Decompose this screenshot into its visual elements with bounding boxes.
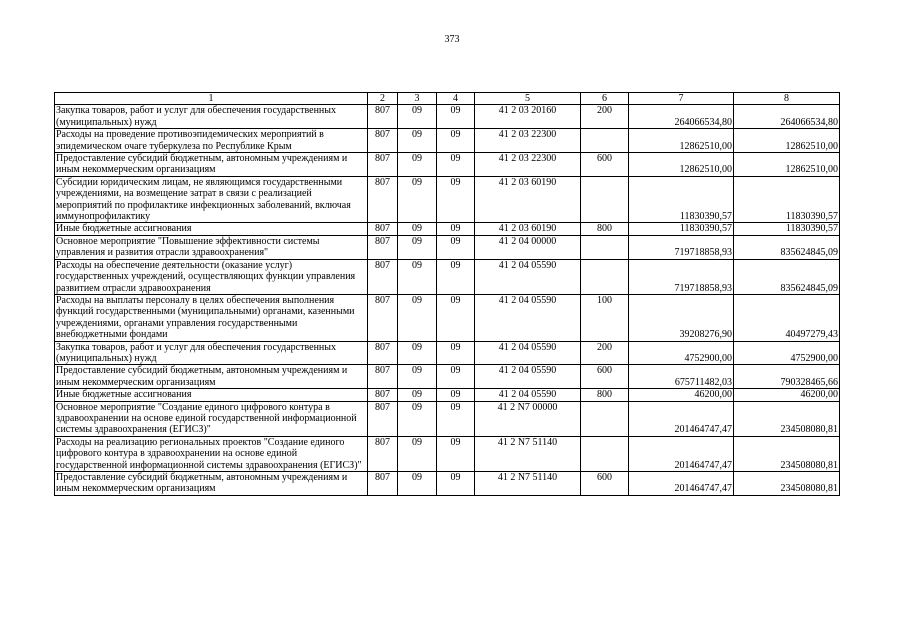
ministry-code-cell: 807 [368, 401, 398, 436]
section-code-cell: 09 [398, 223, 437, 235]
column-header: 3 [398, 93, 437, 105]
target-article-cell: 41 2 04 05590 [475, 259, 581, 294]
expense-type-cell: 600 [581, 365, 629, 389]
target-article-cell: 41 2 03 60190 [475, 176, 581, 223]
ministry-code-cell: 807 [368, 153, 398, 177]
section-code-cell: 09 [398, 341, 437, 365]
ministry-code-cell: 807 [368, 235, 398, 259]
column-header: 2 [368, 93, 398, 105]
ministry-code-cell: 807 [368, 259, 398, 294]
subsection-code-cell: 09 [437, 341, 475, 365]
expense-type-cell: 200 [581, 105, 629, 129]
section-code-cell: 09 [398, 401, 437, 436]
table-row [55, 153, 840, 177]
subsection-code-cell: 09 [437, 235, 475, 259]
expense-name-cell: Иные бюджетные ассигнования [55, 389, 368, 401]
section-code-cell: 09 [398, 129, 437, 153]
target-article-cell: 41 2 03 20160 [475, 105, 581, 129]
table-body [55, 105, 840, 495]
expense-name-cell: Основное мероприятие "Создание единого цифрового контура в здравоохранении на основе единой государственной информационной системы здравоохранения (ЕГИСЗ)" [55, 401, 368, 436]
amount-year2-cell: 234508080,81 [734, 436, 840, 471]
section-code-cell: 09 [398, 153, 437, 177]
table-row [55, 129, 840, 153]
subsection-code-cell: 09 [437, 105, 475, 129]
subsection-code-cell: 09 [437, 223, 475, 235]
column-header: 8 [734, 93, 840, 105]
amount-year2-cell: 264066534,80 [734, 105, 840, 129]
expense-type-cell: 100 [581, 294, 629, 341]
amount-year2-cell: 835624845,09 [734, 259, 840, 294]
expense-name-cell: Иные бюджетные ассигнования [55, 223, 368, 235]
subsection-code-cell: 09 [437, 259, 475, 294]
ministry-code-cell: 807 [368, 129, 398, 153]
expense-type-cell [581, 436, 629, 471]
table-row [55, 176, 840, 223]
ministry-code-cell: 807 [368, 341, 398, 365]
expense-name-cell: Предоставление субсидий бюджетным, автономным учреждениям и иным некоммерческим организациям [55, 472, 368, 496]
amount-year2-cell: 12862510,00 [734, 129, 840, 153]
table-row [55, 105, 840, 129]
expense-name-cell: Основное мероприятие "Повышение эффективности системы управления и развития отрасли здравоохранения" [55, 235, 368, 259]
target-article-cell: 41 2 04 05590 [475, 365, 581, 389]
subsection-code-cell: 09 [437, 176, 475, 223]
expense-type-cell [581, 235, 629, 259]
expense-type-cell [581, 401, 629, 436]
column-header: 5 [475, 93, 581, 105]
target-article-cell: 41 2 N7 00000 [475, 401, 581, 436]
expense-type-cell: 800 [581, 223, 629, 235]
ministry-code-cell: 807 [368, 436, 398, 471]
section-code-cell: 09 [398, 176, 437, 223]
expense-type-cell: 600 [581, 153, 629, 177]
budget-table [54, 92, 840, 496]
ministry-code-cell: 807 [368, 105, 398, 129]
target-article-cell: 41 2 04 05590 [475, 341, 581, 365]
target-article-cell: 41 2 04 05590 [475, 294, 581, 341]
subsection-code-cell: 09 [437, 153, 475, 177]
amount-year1-cell: 264066534,80 [629, 105, 734, 129]
amount-year1-cell: 46200,00 [629, 389, 734, 401]
section-code-cell: 09 [398, 105, 437, 129]
amount-year2-cell: 40497279,43 [734, 294, 840, 341]
section-code-cell: 09 [398, 436, 437, 471]
expense-name-cell: Расходы на реализацию региональных проектов "Создание единого цифрового контура в здравоохранении на основе единой государственной информационной системы здравоохранения (ЕГИСЗ)" [55, 436, 368, 471]
expense-name-cell: Предоставление субсидий бюджетным, автономным учреждениям и иным некоммерческим организациям [55, 365, 368, 389]
section-code-cell: 09 [398, 365, 437, 389]
ministry-code-cell: 807 [368, 365, 398, 389]
table-row [55, 436, 840, 471]
expense-name-cell: Закупка товаров, работ и услуг для обеспечения государственных (муниципальных) нужд [55, 341, 368, 365]
table-header-row [55, 93, 840, 105]
subsection-code-cell: 09 [437, 436, 475, 471]
column-header: 1 [55, 93, 368, 105]
amount-year2-cell: 11830390,57 [734, 176, 840, 223]
expense-name-cell: Закупка товаров, работ и услуг для обеспечения государственных (муниципальных) нужд [55, 105, 368, 129]
section-code-cell: 09 [398, 389, 437, 401]
amount-year1-cell: 719718858,93 [629, 259, 734, 294]
section-code-cell: 09 [398, 235, 437, 259]
table-row [55, 365, 840, 389]
ministry-code-cell: 807 [368, 294, 398, 341]
amount-year1-cell: 12862510,00 [629, 129, 734, 153]
amount-year2-cell: 11830390,57 [734, 223, 840, 235]
expense-type-cell [581, 259, 629, 294]
amount-year2-cell: 12862510,00 [734, 153, 840, 177]
column-header: 4 [437, 93, 475, 105]
expense-name-cell: Расходы на выплаты персоналу в целях обеспечения выполнения функций государственными (муниципальными) органами, казенными учреждениями, органами управления государственными внебюджетными фондами [55, 294, 368, 341]
ministry-code-cell: 807 [368, 389, 398, 401]
ministry-code-cell: 807 [368, 176, 398, 223]
amount-year1-cell: 11830390,57 [629, 223, 734, 235]
section-code-cell: 09 [398, 259, 437, 294]
page-number: 373 [444, 34, 460, 45]
expense-name-cell: Предоставление субсидий бюджетным, автономным учреждениям и иным некоммерческим организациям [55, 153, 368, 177]
expense-type-cell: 800 [581, 389, 629, 401]
amount-year2-cell: 835624845,09 [734, 235, 840, 259]
amount-year2-cell: 234508080,81 [734, 401, 840, 436]
amount-year1-cell: 201464747,47 [629, 472, 734, 496]
column-header: 7 [629, 93, 734, 105]
ministry-code-cell: 807 [368, 223, 398, 235]
expense-type-cell [581, 176, 629, 223]
amount-year1-cell: 39208276,90 [629, 294, 734, 341]
target-article-cell: 41 2 03 60190 [475, 223, 581, 235]
table-row [55, 341, 840, 365]
expense-type-cell [581, 129, 629, 153]
table-row [55, 472, 840, 496]
expense-type-cell: 600 [581, 472, 629, 496]
amount-year2-cell: 790328465,66 [734, 365, 840, 389]
subsection-code-cell: 09 [437, 365, 475, 389]
table-row [55, 223, 840, 235]
expense-name-cell: Расходы на проведение противоэпидемических мероприятий в эпидемическом очаге туберкулеза по Республике Крым [55, 129, 368, 153]
subsection-code-cell: 09 [437, 401, 475, 436]
table-row [55, 389, 840, 401]
amount-year1-cell: 4752900,00 [629, 341, 734, 365]
column-header: 6 [581, 93, 629, 105]
amount-year2-cell: 234508080,81 [734, 472, 840, 496]
amount-year1-cell: 675711482,03 [629, 365, 734, 389]
subsection-code-cell: 09 [437, 129, 475, 153]
table-row [55, 235, 840, 259]
expense-name-cell: Расходы на обеспечение деятельности (оказание услуг) государственных учреждений, осуществляющих функции управления развитием отрасли здравоохранения [55, 259, 368, 294]
target-article-cell: 41 2 03 22300 [475, 153, 581, 177]
expense-name-cell: Субсидии юридическим лицам, не являющимся государственными учреждениями, на возмещение затрат в связи с реализацией мероприятий по профилактике инфекционных заболеваний, включая иммунопрофилактику [55, 176, 368, 223]
subsection-code-cell: 09 [437, 389, 475, 401]
target-article-cell: 41 2 04 00000 [475, 235, 581, 259]
ministry-code-cell: 807 [368, 472, 398, 496]
target-article-cell: 41 2 N7 51140 [475, 436, 581, 471]
amount-year1-cell: 11830390,57 [629, 176, 734, 223]
amount-year1-cell: 201464747,47 [629, 436, 734, 471]
target-article-cell: 41 2 N7 51140 [475, 472, 581, 496]
amount-year1-cell: 201464747,47 [629, 401, 734, 436]
table-row [55, 294, 840, 341]
amount-year2-cell: 46200,00 [734, 389, 840, 401]
subsection-code-cell: 09 [437, 472, 475, 496]
table-row [55, 259, 840, 294]
expense-type-cell: 200 [581, 341, 629, 365]
subsection-code-cell: 09 [437, 294, 475, 341]
target-article-cell: 41 2 04 05590 [475, 389, 581, 401]
section-code-cell: 09 [398, 472, 437, 496]
target-article-cell: 41 2 03 22300 [475, 129, 581, 153]
amount-year1-cell: 12862510,00 [629, 153, 734, 177]
table-row [55, 401, 840, 436]
section-code-cell: 09 [398, 294, 437, 341]
amount-year1-cell: 719718858,93 [629, 235, 734, 259]
amount-year2-cell: 4752900,00 [734, 341, 840, 365]
